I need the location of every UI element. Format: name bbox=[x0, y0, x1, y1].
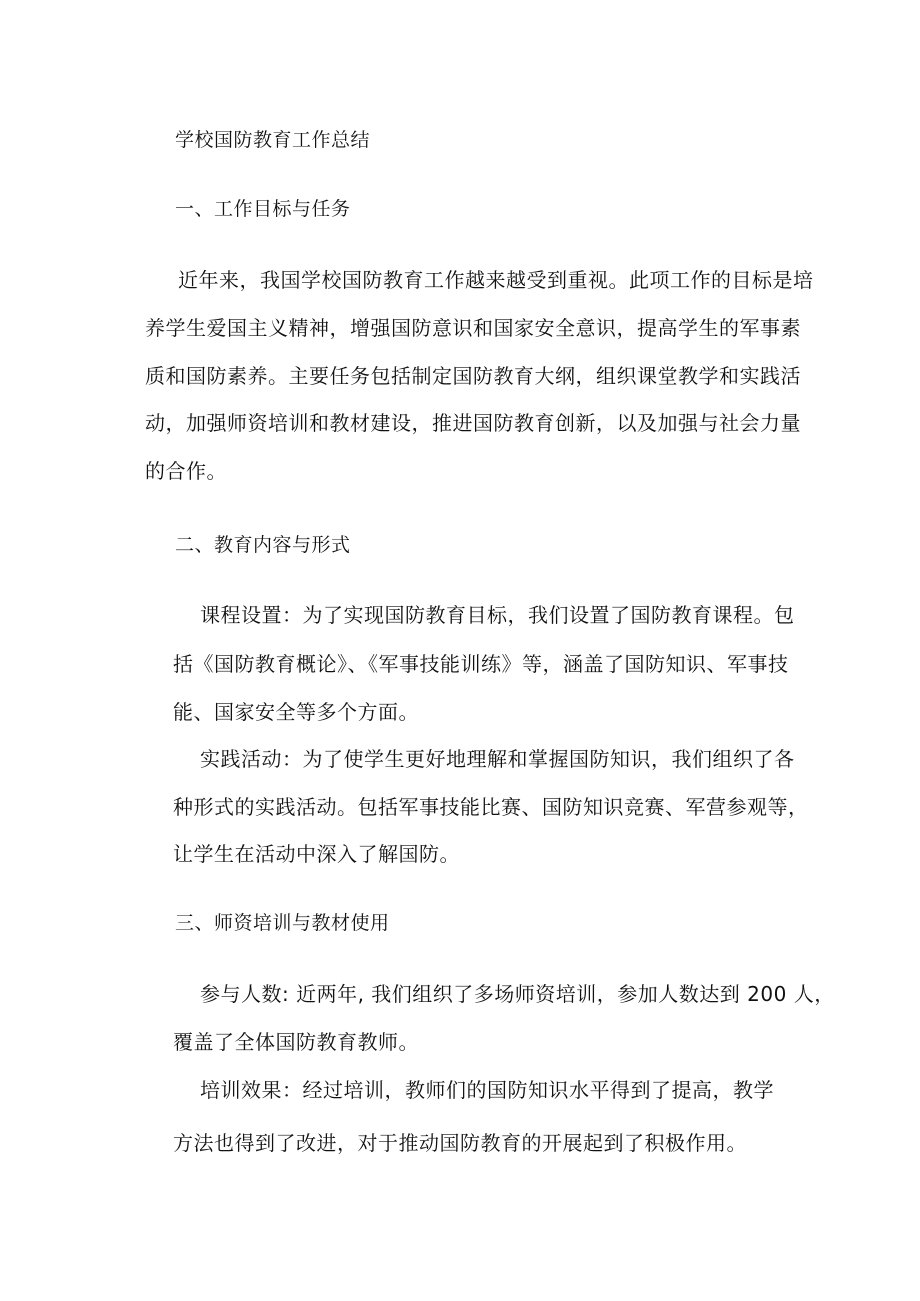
paragraph-line: 养学生爱国主义精神，增强国防意识和国家安全意识，提高学生的军事素 bbox=[145, 316, 801, 340]
paragraph-line: 实践活动：为了使学生更好地理解和掌握国防知识，我们组织了各 bbox=[200, 747, 795, 771]
paragraph-line: 覆盖了全体国防教育教师。 bbox=[173, 1030, 419, 1054]
document-title: 学校国防教育工作总结 bbox=[175, 129, 371, 151]
paragraph-line: 培训效果：经过培训，教师们的国防知识水平得到了提高，教学 bbox=[200, 1078, 774, 1102]
paragraph-line: 课程设置：为了实现国防教育目标，我们设置了国防教育课程。包 bbox=[200, 603, 795, 627]
paragraph-line: 的合作。 bbox=[145, 459, 227, 483]
section-1-heading: 一、工作目标与任务 bbox=[175, 198, 351, 220]
paragraph-line: 括《国防教育概论》、《军事技能训练》等，涵盖了国防知识、军事技 bbox=[173, 652, 789, 676]
paragraph-line: 方法也得到了改进，对于推动国防教育的开展起到了积极作用。 bbox=[173, 1131, 747, 1155]
section-2-heading: 二、教育内容与形式 bbox=[175, 534, 351, 556]
section-3-heading: 三、师资培训与教材使用 bbox=[175, 912, 390, 934]
paragraph-line: 动，加强师资培训和教材建设，推进国防教育创新，以及加强与社会力量 bbox=[145, 411, 801, 435]
paragraph-line: 让学生在活动中深入了解国防。 bbox=[173, 842, 460, 866]
paragraph-line: 种形式的实践活动。包括军事技能比赛、国防知识竞赛、军营参观等， bbox=[173, 795, 809, 819]
paragraph-line: 参与人数: 近两年, 我们组织了多场师资培训，参加人数达到 200 人， bbox=[200, 982, 835, 1006]
paragraph-line: 质和国防素养。主要任务包括制定国防教育大纲，组织课堂教学和实践活 bbox=[145, 364, 801, 388]
paragraph-line: 能、国家安全等多个方面。 bbox=[173, 700, 419, 724]
paragraph-line: 近年来，我国学校国防教育工作越来越受到重视。此项工作的目标是培 bbox=[178, 268, 814, 292]
